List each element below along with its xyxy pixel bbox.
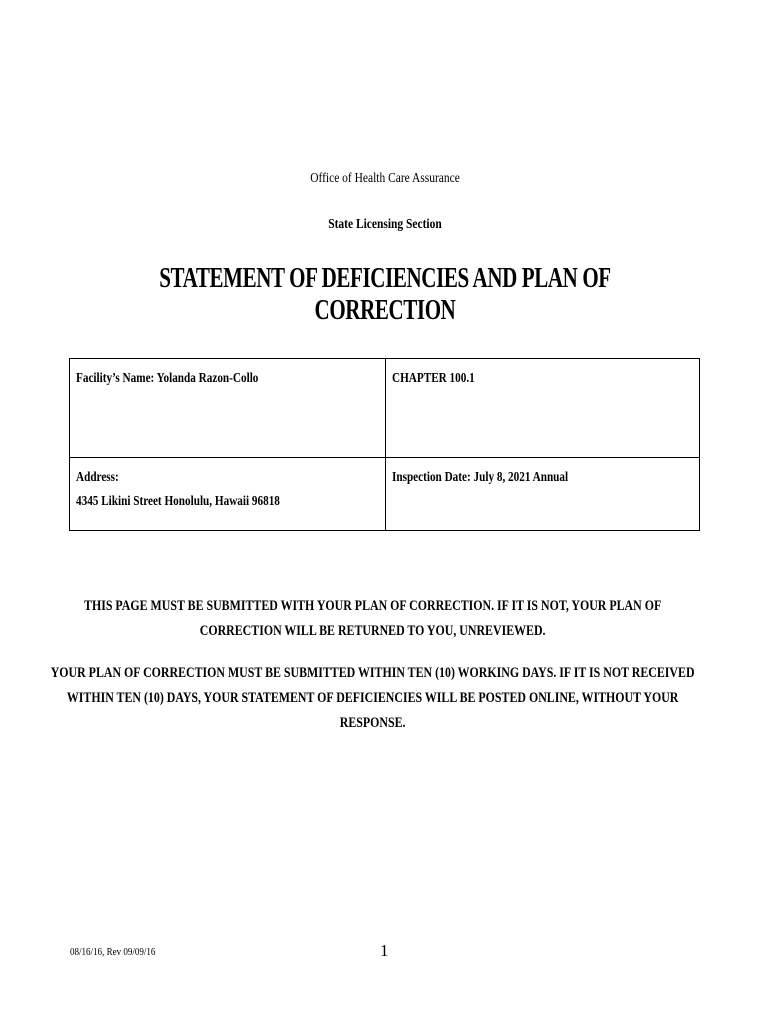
facility-name: Facility’s Name: Yolanda Razon-Collo (76, 371, 259, 386)
office-name: Office of Health Care Assurance (310, 171, 460, 186)
inspection-date-cell (386, 458, 700, 531)
chapter-cell (386, 359, 700, 458)
facility-info-table (69, 358, 700, 531)
deadline-notice-text: YOUR PLAN OF CORRECTION MUST BE SUBMITTED WITHIN TEN (10) WORKING DAYS. IF IT IS NOT RECEIVED WITHIN TEN (10) DAYS, YOUR STATEMENT OF DEFICIENCIES WILL BE POSTED ONLINE, WITHOUT YOUR RESPONSE. (50, 665, 695, 731)
inspection-date: Inspection Date: July 8, 2021 Annual (392, 470, 569, 485)
address-label: Address: (76, 470, 119, 485)
submit-page-notice-text: THIS PAGE MUST BE SUBMITTED WITH YOUR PLAN OF CORRECTION. IF IT IS NOT, YOUR PLAN OF CORRECTION WILL BE RETURNED TO YOU, UNREVIEWED. (84, 598, 662, 639)
section-name: State Licensing Section (328, 217, 442, 232)
address-value: 4345 Likini Street Honolulu, Hawaii 96818 (76, 494, 280, 509)
deadline-notice (50, 661, 710, 736)
chapter: CHAPTER 100.1 (392, 371, 475, 386)
revision-footer: 08/16/16, Rev 09/09/16 (70, 946, 156, 958)
facility-name-cell (70, 359, 386, 458)
address-cell (70, 458, 386, 531)
submit-page-notice (60, 594, 710, 644)
page-number: 1 (380, 941, 389, 960)
document-title: STATEMENT OF DEFICIENCIES AND PLAN OF CORRECTION (159, 263, 611, 326)
